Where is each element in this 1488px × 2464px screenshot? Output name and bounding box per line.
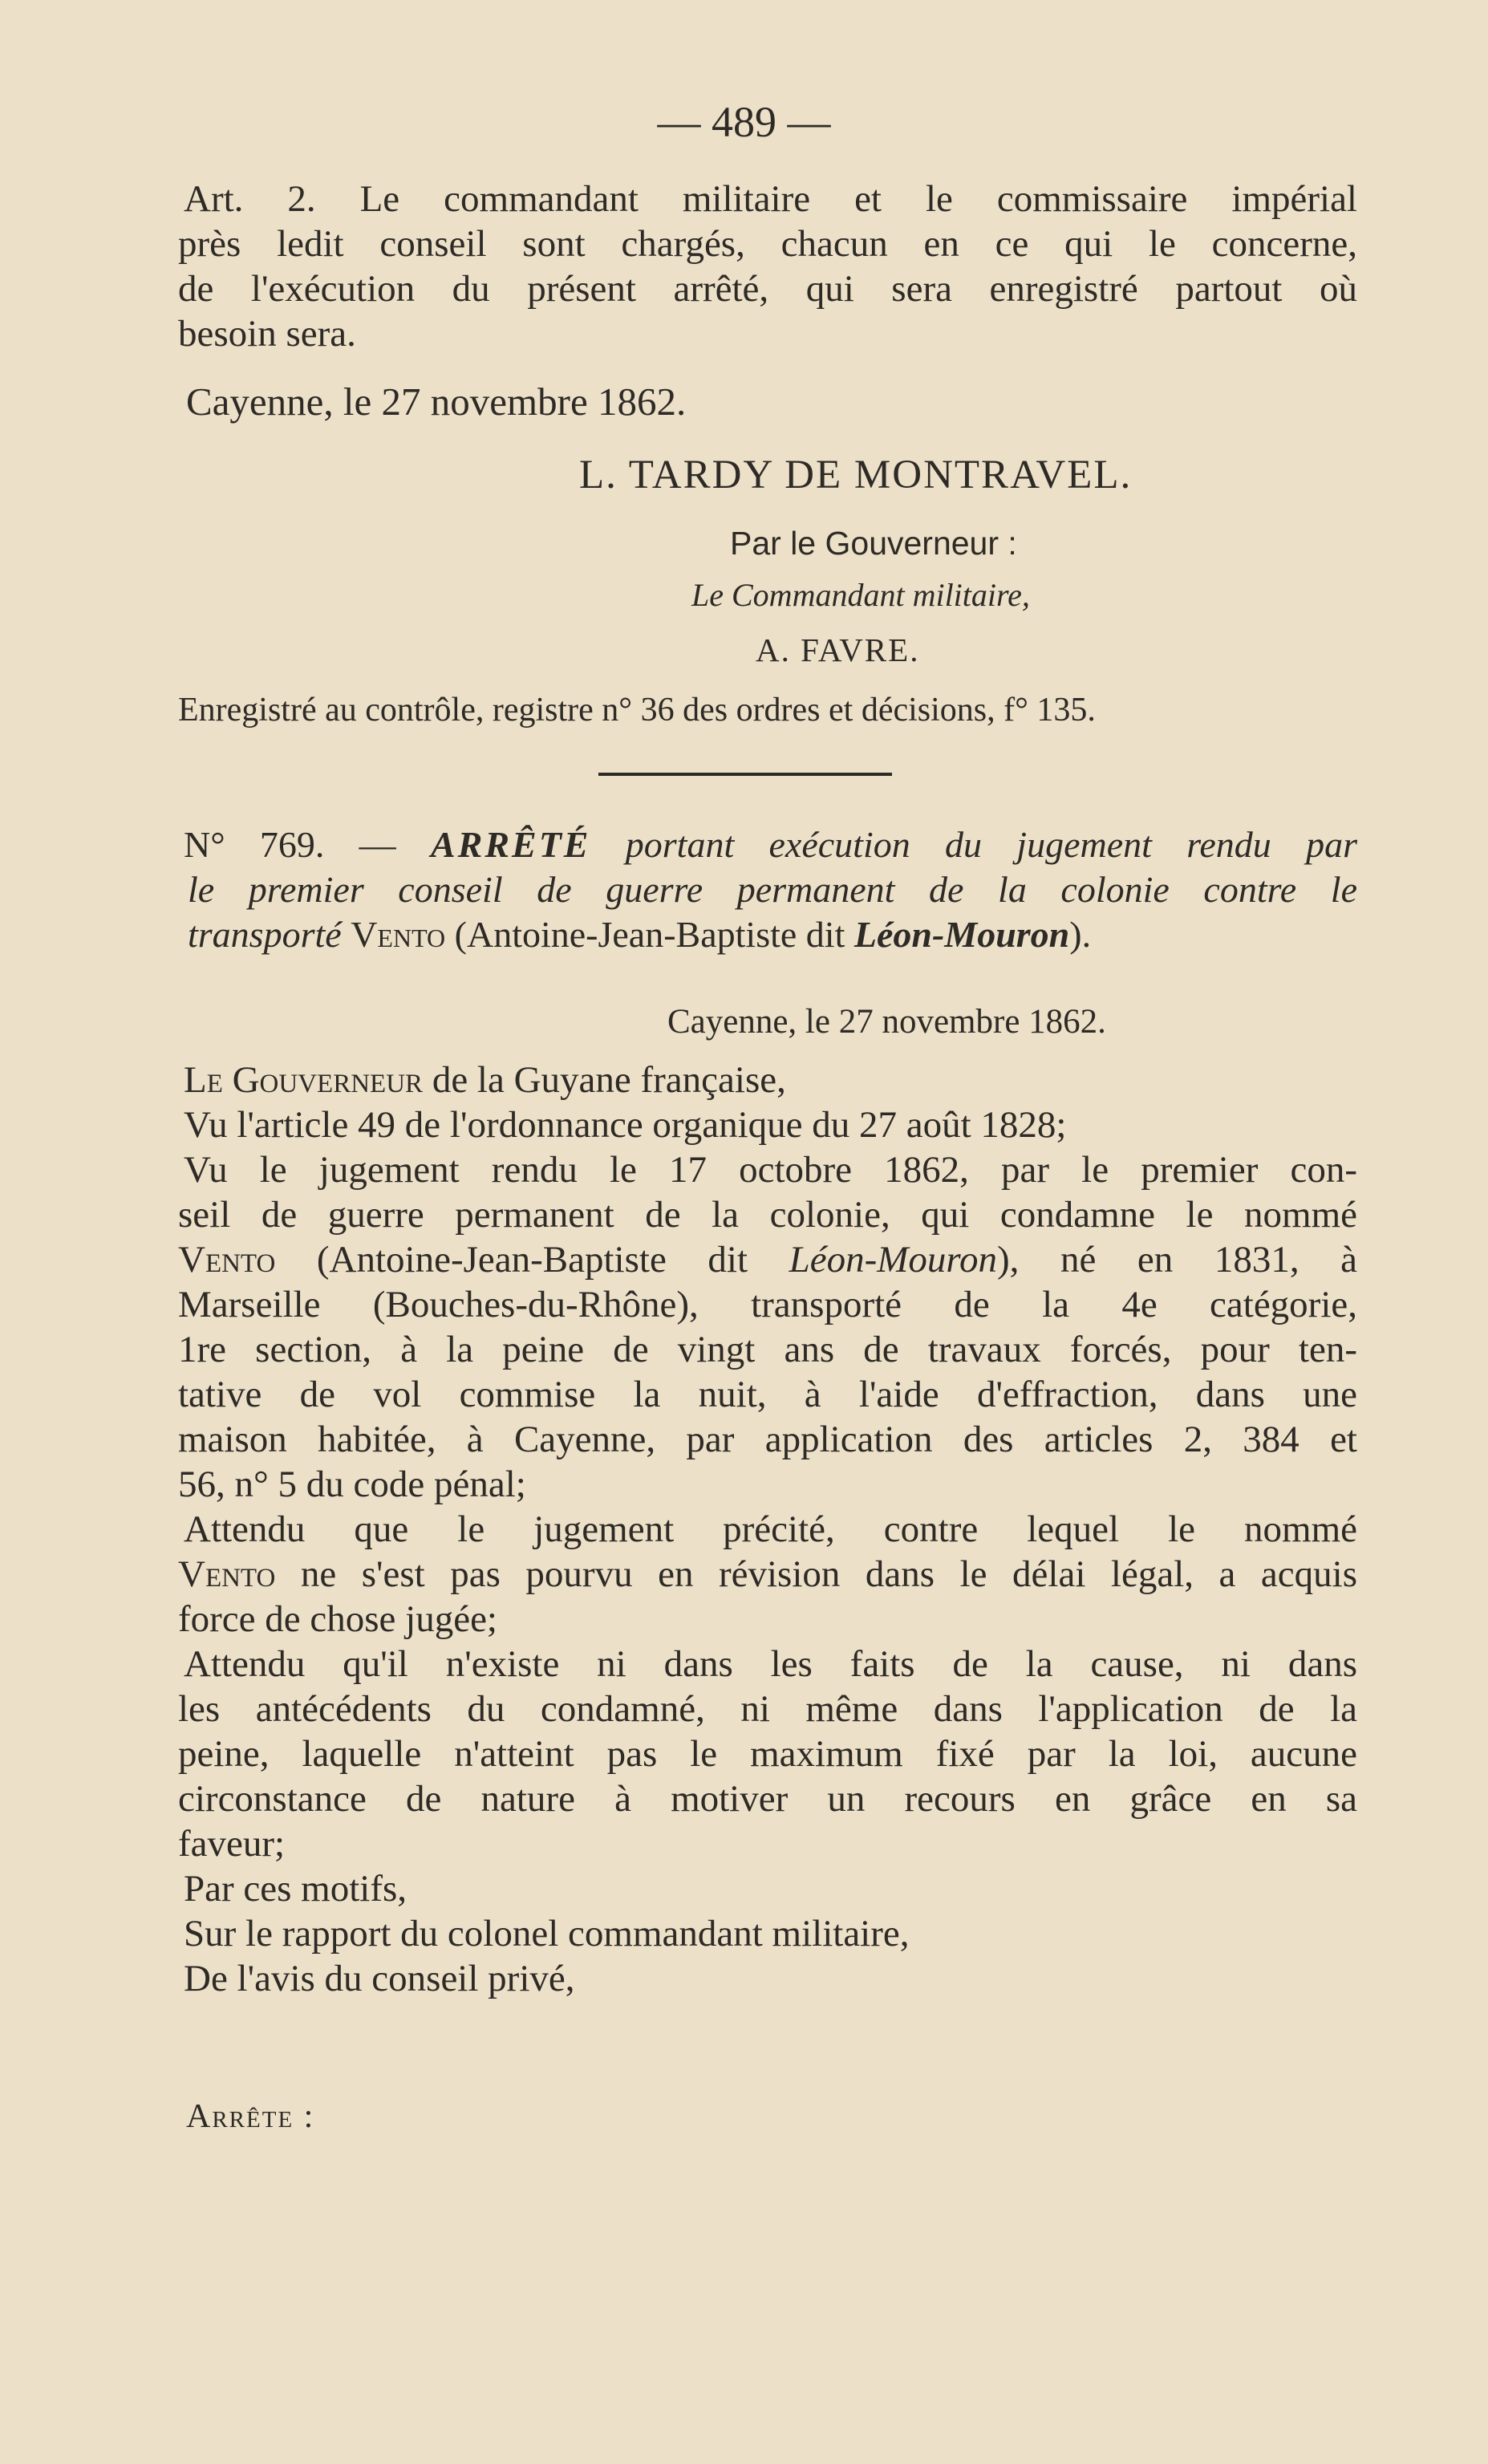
vu-article-line: Vu l'article 49 de l'ordonnance organique du 27 août 1828; xyxy=(184,1104,1067,1146)
motifs-line: Par ces motifs, xyxy=(184,1868,407,1910)
text-line: force de chose jugée; xyxy=(178,1598,497,1640)
text-line: Attendu que le jugement précité, contre lequel le nommé xyxy=(184,1508,1357,1550)
signature-by-line: Par le Gouverneur : xyxy=(730,525,1017,562)
avis-line: De l'avis du conseil privé, xyxy=(184,1958,575,1999)
text-line: Vento ne s'est pas pourvu en révision dans le délai légal, a acquis xyxy=(178,1553,1357,1595)
title-line: le premier conseil de guerre permanent de la colonie contre le xyxy=(188,869,1357,910)
signature-governor: L. TARDY DE MONTRAVEL. xyxy=(579,453,1133,497)
governor-title: Le Gouverneur xyxy=(184,1059,424,1101)
text-line: Vu le jugement rendu le 17 octobre 1862, par le premier con- xyxy=(184,1149,1357,1191)
text-line: Marseille (Bouches-du-Rhône), transporté de la 4e catégorie, xyxy=(178,1284,1357,1325)
text-line: Art. 2. Le commandant militaire et le commissaire impérial xyxy=(184,178,1357,220)
title-line xyxy=(178,822,1357,867)
text-line: seil de guerre permanent de la colonie, qui condamne le nommé xyxy=(178,1194,1357,1236)
arrete-heading: Arrête : xyxy=(186,2098,315,2135)
decree-title-text: portant exécution du jugement rendu par xyxy=(625,824,1357,865)
place-date: Cayenne, le 27 novembre 1862. xyxy=(667,1003,1106,1041)
text-line: peine, laquelle n'atteint pas le maximum fixé par la loi, aucune xyxy=(178,1733,1357,1775)
text-line: 1re section, à la peine de vingt ans de travaux forcés, pour ten- xyxy=(178,1329,1357,1370)
decree-title xyxy=(178,822,1357,957)
text-line: faveur; xyxy=(178,1823,286,1865)
decree-word: ARRÊTÉ xyxy=(430,824,591,865)
title-line: transporté Vento (Antoine-Jean-Baptiste dit Léon-Mouron). xyxy=(188,914,1092,955)
dateline: Cayenne, le 27 novembre 1862. xyxy=(186,380,687,424)
convict-name: Vento xyxy=(351,914,446,955)
intro-line: Le Gouverneur de la Guyane française, xyxy=(184,1059,786,1101)
text-line: Attendu qu'il n'existe ni dans les faits de la cause, ni dans xyxy=(184,1643,1357,1685)
text-line: maison habitée, à Cayenne, par application des articles 2, 384 et xyxy=(178,1419,1357,1460)
page-number: — 489 — xyxy=(657,98,831,146)
convict-alias: Léon-Mouron xyxy=(853,914,1070,955)
text-line: les antécédents du condamné, ni même dans l'application de la xyxy=(178,1688,1357,1730)
text-line: circonstance de nature à motiver un recours en grâce en sa xyxy=(178,1778,1357,1820)
registration-note: Enregistré au contrôle, registre n° 36 des ordres et décisions, f° 135. xyxy=(178,692,1096,729)
article-2 xyxy=(178,177,1357,356)
separator-rule xyxy=(598,773,892,776)
text-line: 56, n° 5 du code pénal; xyxy=(178,1463,526,1505)
signature-signer: A. FAVRE. xyxy=(756,631,920,668)
signature-role: Le Commandant militaire, xyxy=(691,577,1030,613)
decree-body xyxy=(178,1057,1357,2001)
text-line: de l'exécution du présent arrêté, qui sera enregistré partout où xyxy=(178,268,1357,310)
text-line: près ledit conseil sont chargés, chacun en ce qui le concerne, xyxy=(178,223,1357,265)
text-line: tative de vol commise la nuit, à l'aide d'effraction, dans une xyxy=(178,1374,1357,1415)
text-line: Vento (Antoine-Jean-Baptiste dit Léon-Mouron), né en 1831, à xyxy=(178,1239,1358,1281)
decree-number: N° 769. — xyxy=(184,824,396,865)
rapport-line: Sur le rapport du colonel commandant militaire, xyxy=(184,1913,910,1955)
text-line: besoin sera. xyxy=(178,313,356,355)
